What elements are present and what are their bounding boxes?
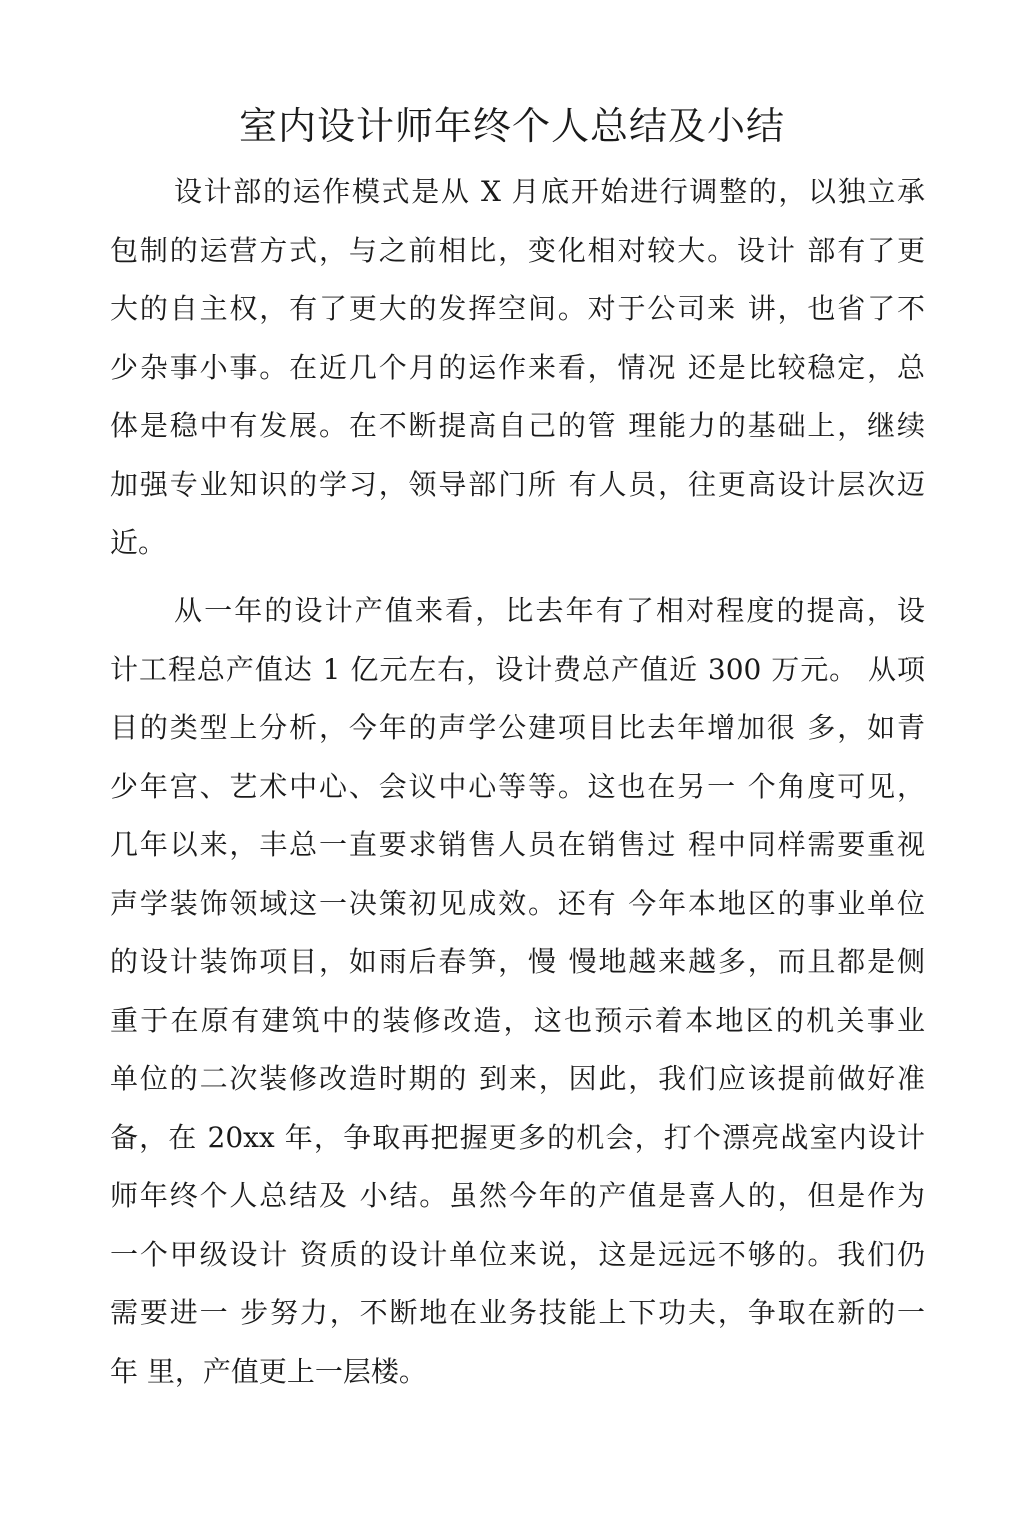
paragraph-line: 师年终个人总结及 小结。虽然今年的产值是喜人的，但是作为 [110, 1179, 925, 1212]
paragraph-line: 目的类型上分析，今年的声学公建项目比去年增加很 多，如青 [110, 711, 925, 744]
paragraph-line: 几年以来，丰总一直要求销售人员在销售过 程中同样需要重视 [110, 828, 925, 861]
paragraph-line: 加强专业知识的学习，领导部门所 有人员，往更高设计层次迈 [110, 467, 925, 501]
paragraph-line: 计工程总产值达 1 亿元左右，设计费总产值近 300 万元。 从项 [110, 652, 925, 686]
paragraph-2 [110, 582, 925, 1401]
paragraph-line: 大的自主权，有了更大的发挥空间。对于公司来 讲，也省了不 [110, 292, 925, 325]
paragraph-line: 备，在 20xx 年，争取再把握更多的机会，打个漂亮战室内设计 [110, 1120, 925, 1154]
paragraph-line: 单位的二次装修改造时期的 到来，因此，我们应该提前做好准 [110, 1062, 925, 1095]
paragraph-line: 重于在原有建筑中的装修改造，这也预示着本地区的机关事业 [110, 1003, 925, 1037]
paragraph-line: 少杂事小事。在近几个月的运作来看，情况 还是比较稳定，总 [110, 350, 925, 384]
paragraph-line: 年 里，产值更上一层楼。 [110, 1354, 427, 1388]
paragraph-line: 近。 [110, 526, 167, 559]
paragraph-line: 需要进一 步努力，不断地在业务技能上下功夫，争取在新的一 [110, 1296, 925, 1329]
paragraph-line: 少年宫、艺术中心、会议中心等等。这也在另一 个角度可见， [110, 769, 925, 803]
paragraph-line: 的设计装饰项目，如雨后春笋，慢 慢地越来越多，而且都是侧 [110, 945, 925, 978]
paragraph-1 [110, 163, 925, 573]
document-title: 室内设计师年终个人总结及小结 [238, 104, 785, 148]
paragraph-line: 一个甲级设计 资质的设计单位来说，这是远远不够的。我们仍 [110, 1237, 925, 1271]
paragraph-line: 体是稳中有发展。在不断提高自己的管 理能力的基础上，继续 [110, 409, 925, 442]
paragraph-line: 从一年的设计产值来看，比去年有了相对程度的提高，设 [174, 594, 925, 627]
paragraph-line: 设计部的运作模式是从 X 月底开始进行调整的，以独立承 [174, 175, 925, 208]
paragraph-line: 包制的运营方式，与之前相比，变化相对较大。设计 部有了更 [110, 233, 925, 267]
paragraph-line: 声学装饰领域这一决策初见成效。还有 今年本地区的事业单位 [110, 886, 925, 920]
